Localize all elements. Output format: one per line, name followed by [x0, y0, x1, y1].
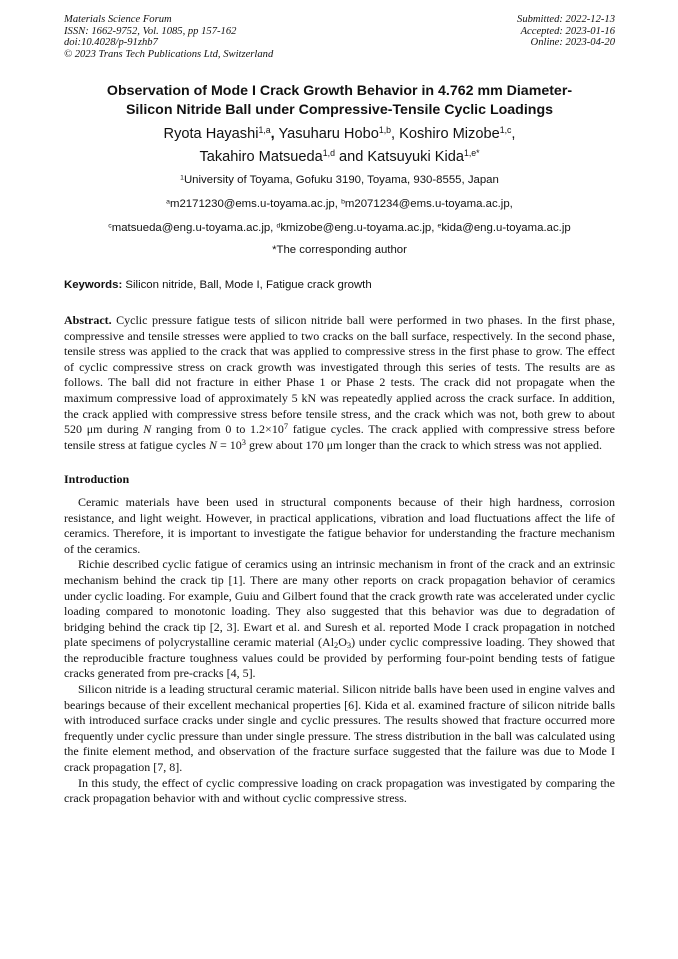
- email-b: m2071234@ems.u-toyama.ac.jp,: [344, 198, 513, 210]
- author-name: Ryota Hayashi: [163, 126, 259, 142]
- journal-header: [64, 14, 615, 66]
- authors-line-1: Ryota Hayashi$^{1,a}$, Yasuharu Hobo$^{1,b}$, Koshiro Mizobe$^{1,c}$,: [163, 125, 516, 142]
- submission-dates: [517, 14, 615, 49]
- author-list: [64, 123, 615, 168]
- abstract: Abstract. Cyclic pressure fatigue tests of silicon nitride ball were performed in two phases. In the first phase, compressive and tensile stresses were applied to two cracks on the ball surface, respectively. In the second phase, tensile stress was applied to the crack that was applied to compressive stress in the first phase to grow. The effect of cyclic compressive stress on crack growth was investigated through this series of tests. The results are as follows. The ball did not fracture in either Phase 1 or Phase 2 tests. The crack did not propagate when the maximum compressive load of approximately 5 kN was repeatedly applied across the crack surface. In addition, the crack applied with compressive stress before tensile stress, and the crack which was not, both grew to about 520 μm during N ranging from 0 to $1.2\times 10^7$ fatigue cycles. The crack applied with compressive stress before tensile stress at fatigue cycles $N = 10^3$ grew about 170 μm longer than the crack to which stress was not applied.: [64, 313, 615, 452]
- author-sup: 1,d: [322, 147, 335, 158]
- email-a: m2171230@ems.u-toyama.ac.jp,: [169, 198, 338, 210]
- paper-title: [64, 82, 615, 119]
- keywords-text: Silicon nitride, Ball, Mode I, Fatigue crack growth: [125, 279, 372, 291]
- author-sup: 1,a: [258, 125, 271, 136]
- journal-issn: ISSN: 1662-9752, Vol. 1085, pp 157-162: [64, 25, 237, 37]
- author-sup: 1,c: [499, 125, 512, 136]
- intro-paragraph-1: Ceramic materials have been used in structural components because of their high hardness, corrosion resistance, and light weight. However, in practical applications, vibration and load fluctuations affect the life of ceramics. Therefore, it is important to investigate the fatigue behavior for understanding the fracture mechanism of the ceramics.: [64, 494, 615, 556]
- intro-paragraph-3: Silicon nitride is a leading structural ceramic material. Silicon nitride balls have been used in engine valves and bearings because of their excellent mechanical properties [6]. Kida et al. examined fracture of silicon nitride balls with introduced surface cracks under single and cyclic pressures. The results showed that fracture occurred more frequently under cyclic pressure than under single pressure. The stress distribution in the ball was calculated using the finite element method, and observation of the fracture surface suggested that the failure was due to Mode I crack propagation [7, 8].: [64, 682, 615, 775]
- paper-page: [64, 14, 615, 807]
- keywords-label: Keywords:: [64, 279, 123, 291]
- email-d: kmizobe@eng.u-toyama.ac.jp,: [280, 222, 435, 234]
- intro-paragraph-2: Richie described cyclic fatigue of ceramics using an intrinsic mechanism in front of the crack and an extrinsic mechanism behind the crack tip [1]. There are many other reports on crack propagation behavior of ceramics under cyclic loading. For example, Guiu and Gilbert found that the crack growth rate was accelerated under cyclic loading compared to monotonic loading. They also suggested that this behavior was due to degradation of bridging behind the crack tip [2, 3]. Ewart et al. and Suresh et al. reported Mode I crack propagation in notched plate specimens of polycrystalline ceramic material $(Al_2O_3)$ under cyclic compressive loading. They showed that the reproducible fracture toughness values could be provided by performing four-point bending tests of fatigue cracks generated from pre-cracks [4, 5].: [64, 557, 615, 681]
- email-e: kida@eng.u-toyama.ac.jp: [441, 222, 571, 234]
- author-name: Katsuyuki Kida: [367, 148, 464, 165]
- email-c: matsueda@eng.u-toyama.ac.jp,: [111, 222, 274, 234]
- section-heading-introduction: Introduction: [64, 472, 130, 487]
- author-name: Yasuharu Hobo: [278, 126, 379, 142]
- author-name: Koshiro Mizobe: [399, 126, 500, 142]
- authors-line-2: [64, 146, 615, 169]
- title-line-1: Observation of Mode I Crack Growth Behavior in 4.762 mm Diameter-: [106, 83, 573, 99]
- keywords: [64, 278, 615, 293]
- journal-copyright: © 2023 Trans Tech Publications Ltd, Switzerland: [64, 48, 274, 60]
- online-date: Online: 2023-04-20: [530, 37, 615, 49]
- author-name: Takahiro Matsueda: [199, 148, 323, 165]
- abstract-label: Abstract.: [64, 313, 112, 327]
- journal-name: Materials Science Forum: [64, 14, 172, 25]
- affiliation: $^1$University of Toyama, Gofuku 3190, Toyama, 930-8555, Japan: [180, 174, 499, 186]
- accepted-date: Accepted: 2023-01-16: [520, 25, 615, 37]
- author-sup: 1,e*: [463, 147, 480, 158]
- author-and: and: [339, 148, 364, 165]
- corresponding-author-note: *The corresponding author: [272, 244, 407, 256]
- submitted-date: Submitted: 2022-12-13: [517, 14, 615, 25]
- journal-doi: doi:10.4028/p-91zhb7: [64, 37, 158, 49]
- intro-paragraph-4: In this study, the effect of cyclic compressive loading on crack propagation was investigated by comparing the crack propagation behavior with and without cyclic compressive stress.: [64, 775, 615, 806]
- email-line-1: $^a$m2171230@ems.u-toyama.ac.jp, $^b$m2071234@ems.u-toyama.ac.jp,: [166, 198, 513, 210]
- title-line-2: Silicon Nitride Ball under Compressive-Tensile Cyclic Loadings: [125, 101, 554, 118]
- author-sup: 1,b: [378, 125, 391, 136]
- journal-info: [64, 14, 273, 60]
- email-line-2: $^c$matsueda@eng.u-toyama.ac.jp, $^d$kmizobe@eng.u-toyama.ac.jp, $^e$kida@eng.u-toyama.ac.jp: [108, 222, 571, 234]
